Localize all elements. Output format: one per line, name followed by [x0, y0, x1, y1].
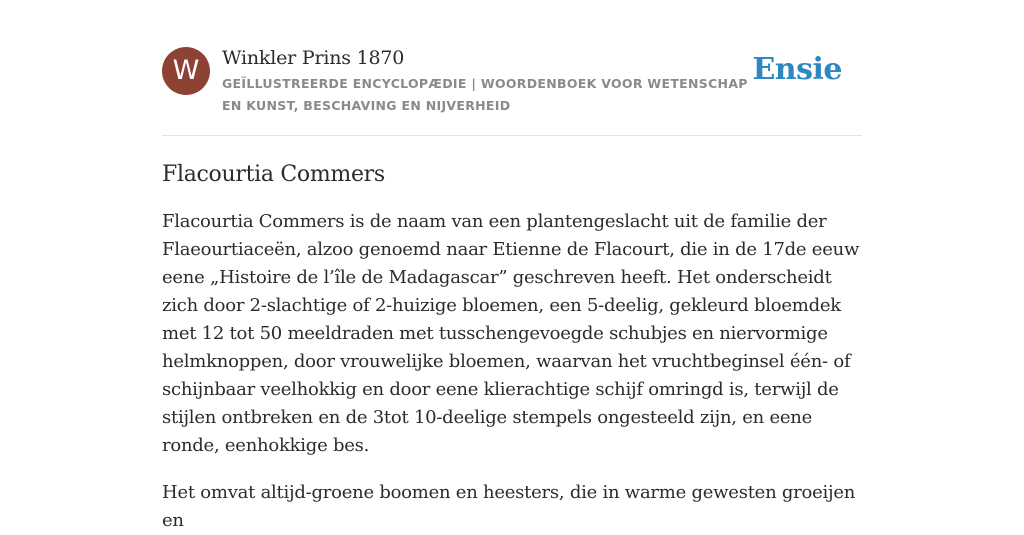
page	[162, 0, 862, 535]
source-title[interactable]: Winkler Prins 1870	[222, 47, 405, 69]
article-paragraph: Flacourtia Commers is de naam van een plantengeslacht uit de familie der Flaeourtiaceën, alzoo genoemd naar Etienne de Flacourt, die in de 17de eeuw eene „Histoire de l’île de Madagascar” geschreven heeft. Het onderscheidt zich door 2-slachtige of 2-huizige bloemen, een 5-deelig, gekleurd bloemdek met 12 tot 50 meeldraden met tusschengevoegde schubjes en niervormige helmknoppen, door vrouwelijke bloemen, waarvan het vruchtbeginsel één- of schijnbaar veelhokkig en door eene klierachtige schijf omringd is, terwijl de stijlen ontbreken en de 3tot 10-deelige stempels ongesteeld zijn, en eene ronde, eenhokkige bes.	[162, 211, 860, 456]
article	[162, 136, 862, 535]
source-subtitle: GEÏLLUSTREERDE ENCYCLOPÆDIE | WOORDENBOEK VOOR WETENSCHAP EN KUNST, BESCHAVING EN NIJVERHEID	[222, 76, 748, 113]
article-title: Flacourtia Commers	[162, 162, 385, 187]
header	[162, 0, 862, 136]
article-paragraph: Het omvat altijd-groene boomen en heesters, die in warme gewesten groeijen en	[162, 482, 856, 531]
ensie-logo[interactable]: Ensie	[752, 52, 842, 87]
source-info	[222, 46, 762, 117]
source-avatar[interactable]: W	[162, 47, 210, 95]
